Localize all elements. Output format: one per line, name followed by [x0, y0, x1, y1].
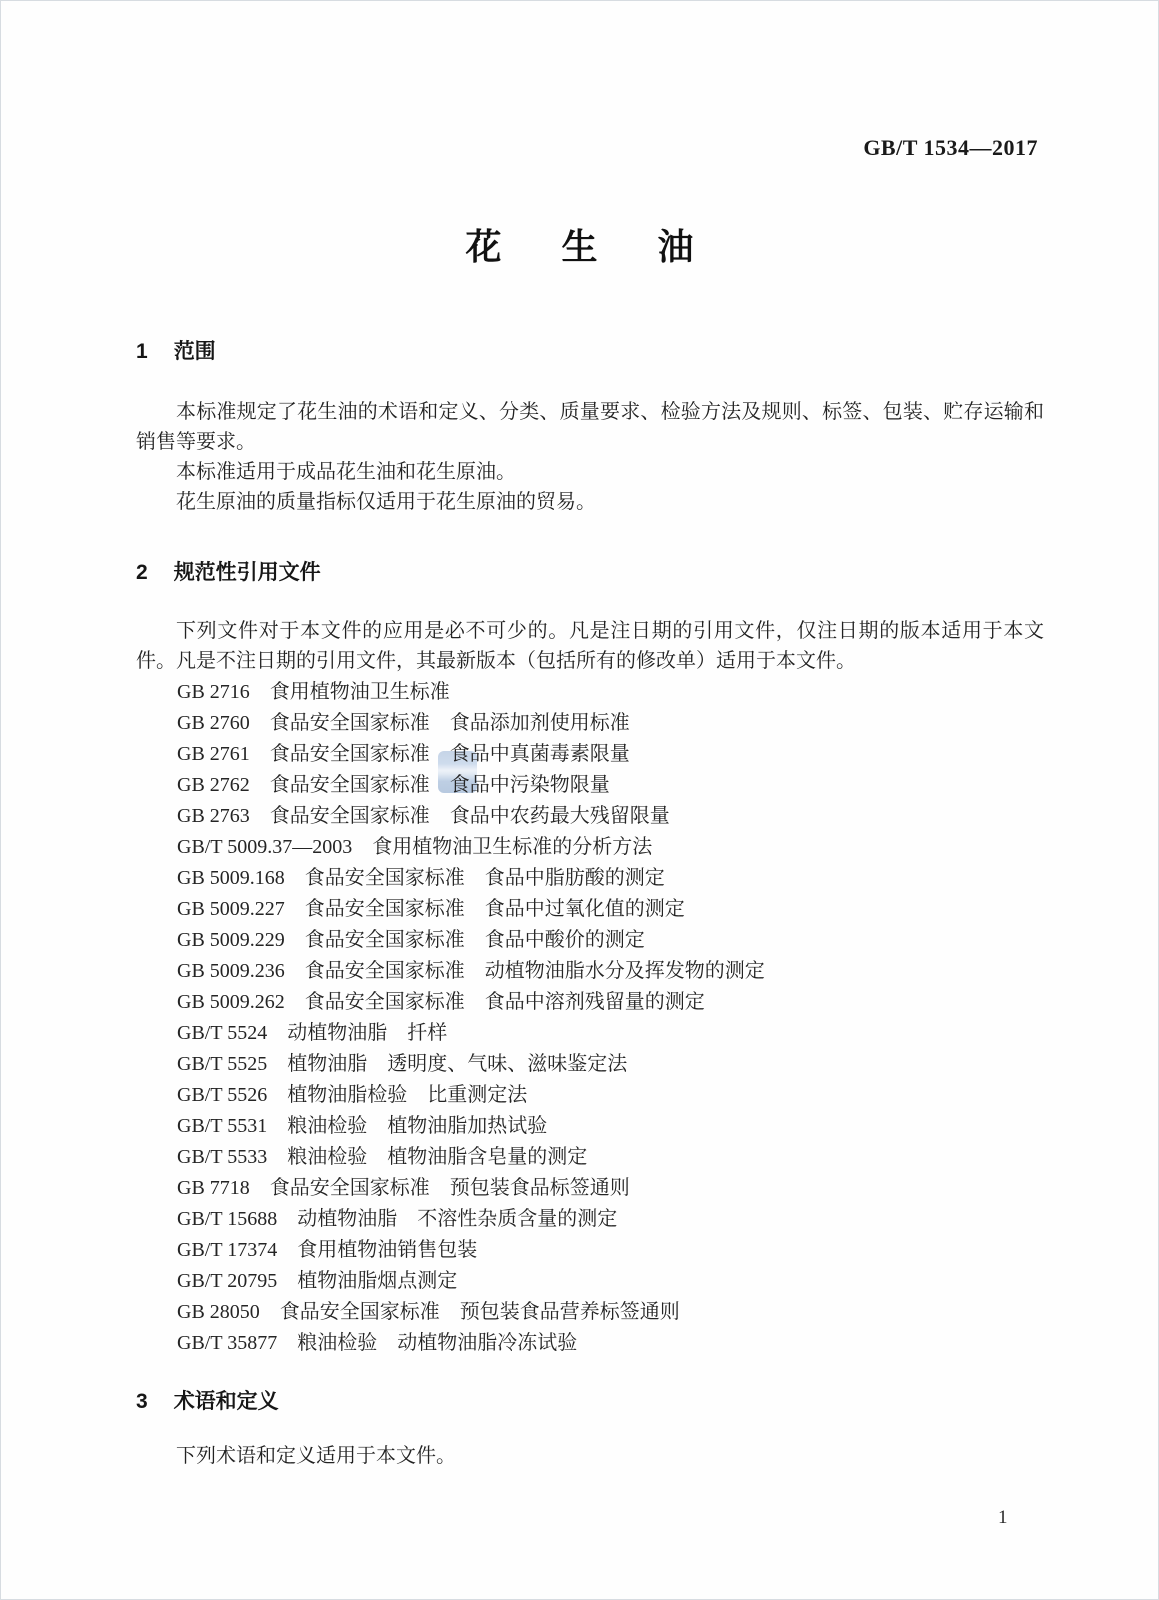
reference-item: GB 2716 食用植物油卫生标准 [177, 681, 450, 703]
section-1-heading [136, 335, 216, 365]
reference-item: GB/T 5526 植物油脂检验 比重测定法 [177, 1084, 528, 1106]
reference-item: GB/T 5531 粮油检验 植物油脂加热试验 [177, 1115, 548, 1137]
reference-item: GB 5009.227 食品安全国家标准 食品中过氧化值的测定 [177, 898, 685, 920]
reference-item: GB 5009.262 食品安全国家标准 食品中溶剂残留量的测定 [177, 991, 705, 1013]
normative-references-list [177, 677, 765, 1359]
section-3-heading [136, 1385, 279, 1415]
reference-item: GB 28050 食品安全国家标准 预包装食品营养标签通则 [177, 1301, 680, 1323]
reference-item: GB 2762 食品安全国家标准 食品中污染物限量 [177, 774, 610, 796]
reference-item: GB 5009.229 食品安全国家标准 食品中酸价的测定 [177, 929, 645, 951]
page-number: 1 [998, 1507, 1008, 1528]
terms-intro-paragraph: 下列术语和定义适用于本文件。 [176, 1445, 456, 1467]
section-3-body [136, 1441, 1044, 1471]
section-2-number: 2 [136, 561, 148, 584]
reference-item: GB/T 5009.37—2003 食用植物油卫生标准的分析方法 [177, 836, 653, 858]
section-1-body [136, 397, 1044, 517]
reference-item: GB/T 35877 粮油检验 动植物油脂冷冻试验 [177, 1332, 578, 1354]
reference-item: GB 5009.236 食品安全国家标准 动植物油脂水分及挥发物的测定 [177, 960, 765, 982]
reference-item: GB 5009.168 食品安全国家标准 食品中脂肪酸的测定 [177, 867, 665, 889]
section-1-number: 1 [136, 340, 148, 363]
scope-paragraph-1: 本标准规定了花生油的术语和定义、分类、质量要求、检验方法及规则、标签、包装、贮存运输和销售等要求。 [136, 401, 1044, 453]
reference-item: GB 2763 食品安全国家标准 食品中农药最大残留限量 [177, 805, 670, 827]
reference-item: GB 2761 食品安全国家标准 食品中真菌毒素限量 [177, 743, 630, 765]
reference-item: GB/T 15688 动植物油脂 不溶性杂质含量的测定 [177, 1208, 618, 1230]
reference-item: GB/T 17374 食用植物油销售包装 [177, 1239, 478, 1261]
scope-paragraph-3: 花生原油的质量指标仅适用于花生原油的贸易。 [176, 491, 596, 513]
reference-item: GB/T 20795 植物油脂烟点测定 [177, 1270, 458, 1292]
section-2-intro [136, 616, 1044, 676]
reference-item: GB/T 5533 粮油检验 植物油脂含皂量的测定 [177, 1146, 588, 1168]
section-1-title: 范围 [173, 340, 216, 363]
reference-item: GB 7718 食品安全国家标准 预包装食品标签通则 [177, 1177, 630, 1199]
reference-item: GB/T 5525 植物油脂 透明度、气味、滋味鉴定法 [177, 1053, 628, 1075]
document-title: 花生油 [465, 226, 754, 267]
normative-references-intro: 下列文件对于本文件的应用是必不可少的。凡是注日期的引用文件，仅注日期的版本适用于本文件。凡是不注日期的引用文件，其最新版本（包括所有的修改单）适用于本文件。 [136, 620, 1044, 672]
reference-item: GB 2760 食品安全国家标准 食品添加剂使用标准 [177, 712, 630, 734]
section-2-heading [136, 556, 321, 586]
scope-paragraph-2: 本标准适用于成品花生油和花生原油。 [176, 461, 516, 483]
section-3-title: 术语和定义 [173, 1390, 279, 1413]
section-3-number: 3 [136, 1390, 148, 1413]
standard-number-header: GB/T 1534—2017 [863, 135, 1038, 160]
section-2-title: 规范性引用文件 [173, 561, 321, 584]
reference-item: GB/T 5524 动植物油脂 扦样 [177, 1022, 448, 1044]
